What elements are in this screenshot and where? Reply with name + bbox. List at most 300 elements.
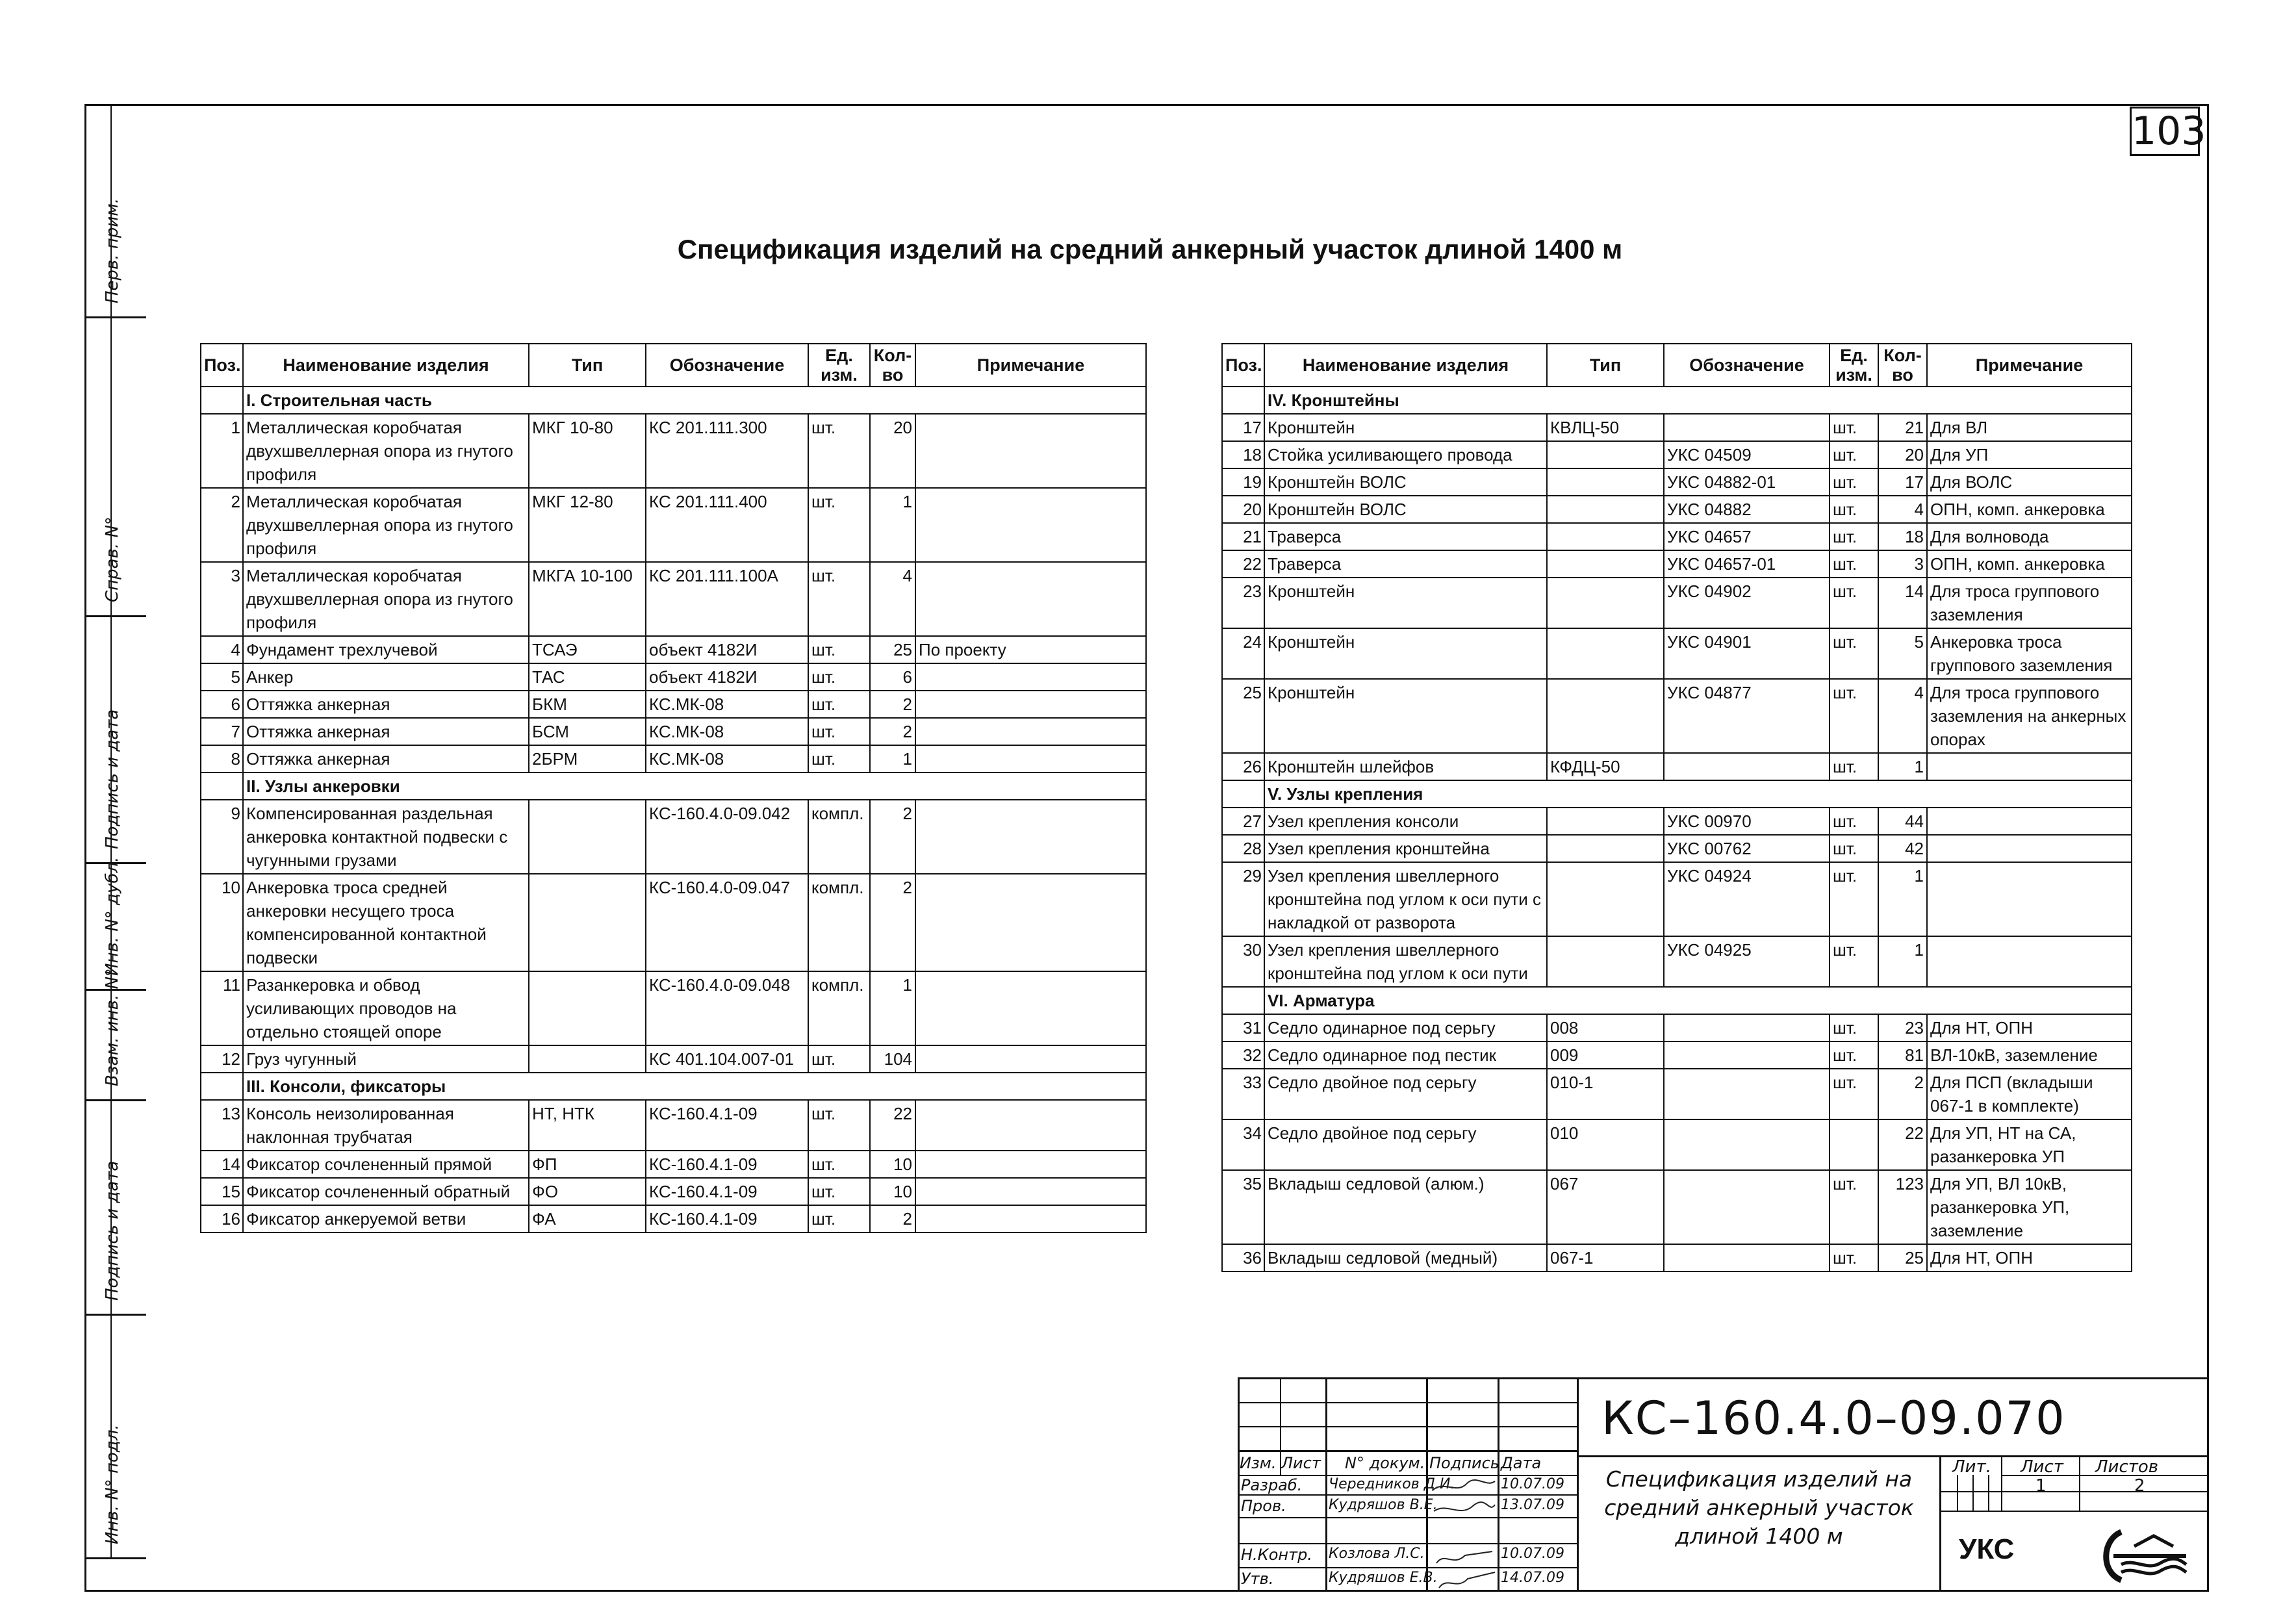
organization-logo-icon	[2095, 1527, 2193, 1585]
cell-qty: 2	[870, 718, 915, 745]
section-title: IV. Кронштейны	[1264, 387, 2132, 414]
table-row	[1222, 414, 2132, 441]
cell-note	[915, 800, 1146, 874]
cell-unit: шт.	[1830, 936, 1878, 987]
cell-note: ВЛ-10кВ, заземление	[1927, 1041, 2132, 1069]
cell-pos: 21	[1222, 523, 1264, 550]
cell-name: Фиксатор анкеруемой ветви	[243, 1205, 529, 1232]
cell-note	[1927, 862, 2132, 936]
cell-name: Фиксатор сочлененный прямой	[243, 1151, 529, 1178]
cell-qty: 44	[1878, 808, 1927, 835]
cell-pos: 11	[201, 971, 243, 1045]
header-name: Наименование изделия	[243, 344, 529, 387]
cell-name: Фундамент трехлучевой	[243, 636, 529, 663]
cell-unit: шт.	[1830, 550, 1878, 578]
cell-pos: 23	[1222, 578, 1264, 628]
section-title: V. Узлы крепления	[1264, 780, 2132, 808]
cell-unit: шт.	[1830, 414, 1878, 441]
section-pos-cell	[1222, 780, 1264, 808]
table-row	[1222, 679, 2132, 753]
cell-qty: 20	[870, 414, 915, 488]
table-header-row	[1222, 344, 2132, 387]
cell-code: УКС 04924	[1664, 862, 1830, 936]
cell-note	[915, 691, 1146, 718]
cell-name: Компенсированная раздельная анкеровка контактной подвески с чугунными грузами	[243, 800, 529, 874]
cell-pos: 14	[201, 1151, 243, 1178]
cell-pos: 4	[201, 636, 243, 663]
cell-code: КС 201.111.400	[646, 488, 808, 562]
cell-qty: 25	[870, 636, 915, 663]
cell-name: Вкладыш седловой (алюм.)	[1264, 1170, 1547, 1244]
table-row	[1222, 441, 2132, 468]
table-row	[201, 663, 1146, 691]
cell-type: МКГ 12-80	[529, 488, 646, 562]
cell-name: Узел крепления консоли	[1264, 808, 1547, 835]
cell-code: КС 401.104.007-01	[646, 1045, 808, 1073]
cell-note: Для НТ, ОПН	[1927, 1014, 2132, 1041]
cell-unit: шт.	[1830, 1170, 1878, 1244]
cell-unit: шт.	[1830, 441, 1878, 468]
cell-name: Оттяжка анкерная	[243, 745, 529, 772]
table-row	[201, 488, 1146, 562]
cell-code: КС.МК-08	[646, 691, 808, 718]
cell-note	[915, 718, 1146, 745]
table-header-row	[201, 344, 1146, 387]
cell-pos: 22	[1222, 550, 1264, 578]
cell-pos: 10	[201, 874, 243, 971]
cell-qty: 17	[1878, 468, 1927, 496]
cell-pos: 29	[1222, 862, 1264, 936]
cell-note	[915, 562, 1146, 636]
cell-note: Для УП, ВЛ 10кВ, разанкеровка УП, заземление	[1927, 1170, 2132, 1244]
cell-qty: 22	[870, 1100, 915, 1151]
cell-type: 010-1	[1547, 1069, 1664, 1119]
cell-qty: 42	[1878, 835, 1927, 862]
cell-type: 010	[1547, 1119, 1664, 1170]
section-title: VI. Арматура	[1264, 987, 2132, 1014]
cell-note: Для ВОЛС	[1927, 468, 2132, 496]
cell-unit: шт.	[1830, 1014, 1878, 1041]
cell-code: УКС 04657-01	[1664, 550, 1830, 578]
cell-code: УКС 04509	[1664, 441, 1830, 468]
cell-qty: 1	[1878, 753, 1927, 780]
cell-pos: 6	[201, 691, 243, 718]
cell-qty: 1	[1878, 862, 1927, 936]
table-row	[201, 562, 1146, 636]
cell-name: Седло одинарное под серьгу	[1264, 1014, 1547, 1041]
cell-qty: 1	[870, 971, 915, 1045]
cell-pos: 9	[201, 800, 243, 874]
cell-name: Кронштейн шлейфов	[1264, 753, 1547, 780]
cell-qty: 3	[1878, 550, 1927, 578]
cell-note	[1927, 753, 2132, 780]
side-stamp-cell	[84, 318, 146, 617]
cell-pos: 17	[1222, 414, 1264, 441]
cell-name: Траверса	[1264, 550, 1547, 578]
section-pos-cell	[201, 387, 243, 414]
cell-name: Оттяжка анкерная	[243, 718, 529, 745]
cell-code: КС-160.4.1-09	[646, 1178, 808, 1205]
cell-name: Анкер	[243, 663, 529, 691]
cell-type	[1547, 679, 1664, 753]
cell-code: УКС 04882-01	[1664, 468, 1830, 496]
cell-code: УКС 00970	[1664, 808, 1830, 835]
title-block	[1238, 1377, 2209, 1592]
cell-code: УКС 04882	[1664, 496, 1830, 523]
cell-code: УКС 04925	[1664, 936, 1830, 987]
cell-pos: 15	[201, 1178, 243, 1205]
cell-name: Вкладыш седловой (медный)	[1264, 1244, 1547, 1271]
tb-header-izm: Изм.	[1240, 1454, 1277, 1472]
side-stamp-strip	[84, 104, 146, 1592]
side-stamp-label: Подпись и дата	[103, 709, 122, 849]
cell-code	[1664, 753, 1830, 780]
table-row	[201, 414, 1146, 488]
cell-unit: компл.	[808, 874, 870, 971]
cell-type	[529, 971, 646, 1045]
cell-code: КС-160.4.1-09	[646, 1100, 808, 1151]
cell-unit: шт.	[1830, 862, 1878, 936]
table-row	[1222, 1170, 2132, 1244]
cell-unit: шт.	[1830, 1041, 1878, 1069]
cell-name: Узел крепления швеллерного кронштейна под углом к оси пути	[1264, 936, 1547, 987]
cell-code: КС-160.4.1-09	[646, 1205, 808, 1232]
cell-note: Для ВЛ	[1927, 414, 2132, 441]
tb-role: Разраб.	[1241, 1476, 1303, 1494]
tb-signer-name: Козлова Л.С.	[1329, 1546, 1425, 1562]
cell-qty: 2	[870, 1205, 915, 1232]
side-stamp-label: Инв. N° подл.	[103, 1424, 122, 1544]
cell-qty: 1	[1878, 936, 1927, 987]
cell-note	[1927, 835, 2132, 862]
cell-type	[1547, 550, 1664, 578]
section-row	[201, 772, 1146, 800]
cell-unit: шт.	[808, 663, 870, 691]
cell-unit: шт.	[1830, 628, 1878, 679]
cell-qty: 25	[1878, 1244, 1927, 1271]
cell-name: Кронштейн	[1264, 578, 1547, 628]
cell-pos: 34	[1222, 1119, 1264, 1170]
tb-signer-date: 10.07.09	[1501, 1546, 1564, 1562]
cell-note: Для троса группового заземления на анкерных опорах	[1927, 679, 2132, 753]
cell-code: КС-160.4.0-09.042	[646, 800, 808, 874]
cell-unit: шт.	[1830, 468, 1878, 496]
cell-note	[915, 1100, 1146, 1151]
tb-signer-name: Чередников Д.И.	[1329, 1476, 1455, 1492]
cell-unit: шт.	[1830, 578, 1878, 628]
cell-unit: шт.	[808, 691, 870, 718]
header-note: Примечание	[1927, 344, 2132, 387]
cell-unit: шт.	[808, 636, 870, 663]
header-type: Тип	[529, 344, 646, 387]
cell-type: ТСАЭ	[529, 636, 646, 663]
cell-unit: шт.	[1830, 1069, 1878, 1119]
cell-name: Разанкеровка и обвод усиливающих проводов на отдельно стоящей опоре	[243, 971, 529, 1045]
cell-type	[529, 1045, 646, 1073]
cell-unit: шт.	[1830, 679, 1878, 753]
cell-unit: шт.	[808, 1100, 870, 1151]
table-row	[201, 636, 1146, 663]
side-stamp-label: Справ. N°	[103, 517, 122, 602]
table-row	[201, 1205, 1146, 1232]
cell-note	[915, 1178, 1146, 1205]
cell-unit: шт.	[1830, 496, 1878, 523]
cell-type: МКГА 10-100	[529, 562, 646, 636]
cell-name: Кронштейн	[1264, 679, 1547, 753]
section-pos-cell	[1222, 387, 1264, 414]
cell-qty: 10	[870, 1178, 915, 1205]
cell-unit: шт.	[808, 718, 870, 745]
header-qty: Кол-во	[870, 344, 915, 387]
cell-unit: компл.	[808, 971, 870, 1045]
section-pos-cell	[201, 772, 243, 800]
cell-unit: шт.	[1830, 1244, 1878, 1271]
cell-note: Для волновода	[1927, 523, 2132, 550]
header-code: Обозначение	[646, 344, 808, 387]
tb-sheets-value: 2	[2134, 1476, 2145, 1496]
cell-pos: 5	[201, 663, 243, 691]
cell-type	[1547, 936, 1664, 987]
cell-note: Для НТ, ОПН	[1927, 1244, 2132, 1271]
cell-note: Анкеровка троса группового заземления	[1927, 628, 2132, 679]
cell-name: Кронштейн ВОЛС	[1264, 496, 1547, 523]
cell-code: объект 4182И	[646, 663, 808, 691]
cell-pos: 16	[201, 1205, 243, 1232]
tb-role: Пров.	[1241, 1497, 1286, 1515]
cell-note	[915, 663, 1146, 691]
cell-pos: 33	[1222, 1069, 1264, 1119]
side-stamp-cell	[84, 1316, 146, 1559]
cell-pos: 25	[1222, 679, 1264, 753]
table-row	[1222, 628, 2132, 679]
cell-unit	[1830, 1119, 1878, 1170]
cell-qty: 81	[1878, 1041, 1927, 1069]
cell-pos: 27	[1222, 808, 1264, 835]
cell-pos: 20	[1222, 496, 1264, 523]
cell-code: объект 4182И	[646, 636, 808, 663]
cell-pos: 18	[1222, 441, 1264, 468]
cell-type: БСМ	[529, 718, 646, 745]
tb-role: Н.Контр.	[1241, 1546, 1312, 1564]
table-row	[201, 874, 1146, 971]
cell-type: ФА	[529, 1205, 646, 1232]
cell-unit: шт.	[808, 1151, 870, 1178]
cell-type	[1547, 468, 1664, 496]
cell-note	[915, 414, 1146, 488]
cell-pos: 12	[201, 1045, 243, 1073]
page-number: 103	[2130, 107, 2200, 156]
cell-name: Груз чугунный	[243, 1045, 529, 1073]
cell-type: 008	[1547, 1014, 1664, 1041]
tb-signer-date: 14.07.09	[1501, 1570, 1564, 1586]
header-pos: Поз.	[1222, 344, 1264, 387]
cell-qty: 2	[870, 691, 915, 718]
cell-type: ТАС	[529, 663, 646, 691]
table-row	[201, 971, 1146, 1045]
cell-qty: 18	[1878, 523, 1927, 550]
table-row	[1222, 936, 2132, 987]
cell-note: По проекту	[915, 636, 1146, 663]
cell-qty: 1	[870, 488, 915, 562]
cell-note: Для УП	[1927, 441, 2132, 468]
header-name: Наименование изделия	[1264, 344, 1547, 387]
cell-qty: 21	[1878, 414, 1927, 441]
cell-code	[1664, 1244, 1830, 1271]
section-pos-cell	[201, 1073, 243, 1100]
header-pos: Поз.	[201, 344, 243, 387]
cell-type	[1547, 628, 1664, 679]
cell-unit: шт.	[808, 1205, 870, 1232]
table-row	[1222, 550, 2132, 578]
cell-note: ОПН, комп. анкеровка	[1927, 550, 2132, 578]
cell-pos: 35	[1222, 1170, 1264, 1244]
cell-pos: 2	[201, 488, 243, 562]
cell-type: МКГ 10-80	[529, 414, 646, 488]
tb-sheets-label: Листов	[2095, 1457, 2159, 1477]
tb-signer-date: 13.07.09	[1501, 1497, 1564, 1513]
cell-note: Для троса группового заземления	[1927, 578, 2132, 628]
cell-name: Узел крепления швеллерного кронштейна под углом к оси пути с накладкой от разворота	[1264, 862, 1547, 936]
cell-type: 067-1	[1547, 1244, 1664, 1271]
cell-code	[1664, 414, 1830, 441]
cell-pos: 1	[201, 414, 243, 488]
tb-lit-label: Лит.	[1952, 1457, 1991, 1477]
table-row	[1222, 808, 2132, 835]
cell-code: КС.МК-08	[646, 718, 808, 745]
cell-type	[1547, 808, 1664, 835]
cell-code: КС-160.4.0-09.048	[646, 971, 808, 1045]
cell-qty: 14	[1878, 578, 1927, 628]
cell-pos: 30	[1222, 936, 1264, 987]
table-row	[1222, 523, 2132, 550]
cell-code: КС-160.4.0-09.047	[646, 874, 808, 971]
section-pos-cell	[1222, 987, 1264, 1014]
cell-unit: шт.	[1830, 835, 1878, 862]
table-row	[1222, 1069, 2132, 1119]
tb-signer-name: Кудряшов В.Е.	[1329, 1497, 1438, 1513]
table-row	[201, 1151, 1146, 1178]
spec-table-left	[200, 343, 1147, 1233]
cell-type	[1547, 441, 1664, 468]
cell-note	[915, 971, 1146, 1045]
cell-qty: 4	[870, 562, 915, 636]
cell-type: КФДЦ-50	[1547, 753, 1664, 780]
cell-name: Седло двойное под серьгу	[1264, 1119, 1547, 1170]
cell-type	[1547, 496, 1664, 523]
side-stamp-label: Перв. прим.	[103, 198, 122, 303]
cell-name: Траверса	[1264, 523, 1547, 550]
cell-pos: 7	[201, 718, 243, 745]
cell-unit: шт.	[808, 488, 870, 562]
cell-qty: 2	[1878, 1069, 1927, 1119]
cell-qty: 104	[870, 1045, 915, 1073]
cell-code: УКС 00762	[1664, 835, 1830, 862]
cell-note	[915, 874, 1146, 971]
side-stamp-label: Подпись и дата	[103, 1160, 122, 1301]
cell-pos: 32	[1222, 1041, 1264, 1069]
document-number: КС–160.4.0–09.070	[1601, 1392, 2066, 1445]
cell-type: БКМ	[529, 691, 646, 718]
cell-type	[1547, 523, 1664, 550]
table-row	[1222, 578, 2132, 628]
side-stamp-label: Инв. N° дубл.	[103, 856, 122, 976]
cell-note	[915, 1205, 1146, 1232]
cell-code: УКС 04877	[1664, 679, 1830, 753]
cell-note	[1927, 808, 2132, 835]
cell-name: Фиксатор сочлененный обратный	[243, 1178, 529, 1205]
cell-note	[915, 1045, 1146, 1073]
cell-qty: 22	[1878, 1119, 1927, 1170]
table-row	[201, 1178, 1146, 1205]
table-row	[201, 1100, 1146, 1151]
cell-pos: 19	[1222, 468, 1264, 496]
cell-type	[529, 874, 646, 971]
cell-unit: шт.	[808, 745, 870, 772]
tb-header-doc: N° докум.	[1345, 1454, 1425, 1472]
side-stamp-label: Взам. инв. N°	[103, 968, 122, 1086]
cell-name: Металлическая коробчатая двухшвеллерная опора из гнутого профиля	[243, 414, 529, 488]
table-row	[201, 800, 1146, 874]
table-row	[1222, 1041, 2132, 1069]
cell-pos: 3	[201, 562, 243, 636]
table-row	[1222, 1119, 2132, 1170]
table-row	[201, 1045, 1146, 1073]
cell-name: Металлическая коробчатая двухшвеллерная опора из гнутого профиля	[243, 488, 529, 562]
cell-type: 2БРМ	[529, 745, 646, 772]
cell-unit: шт.	[808, 562, 870, 636]
organization-name: УКС	[1959, 1533, 2015, 1565]
cell-note	[915, 745, 1146, 772]
cell-type: ФО	[529, 1178, 646, 1205]
cell-code: КС-160.4.1-09	[646, 1151, 808, 1178]
cell-pos: 8	[201, 745, 243, 772]
cell-unit: компл.	[808, 800, 870, 874]
cell-qty: 6	[870, 663, 915, 691]
cell-code: КС.МК-08	[646, 745, 808, 772]
header-code: Обозначение	[1664, 344, 1830, 387]
side-stamp-cell	[84, 617, 146, 864]
cell-note	[915, 488, 1146, 562]
cell-pos: 13	[201, 1100, 243, 1151]
section-row	[201, 1073, 1146, 1100]
signature-strokes	[1427, 1475, 1499, 1592]
side-stamp-cell	[84, 968, 146, 1101]
cell-qty: 2	[870, 874, 915, 971]
cell-pos: 28	[1222, 835, 1264, 862]
cell-name: Седло одинарное под пестик	[1264, 1041, 1547, 1069]
cell-code	[1664, 1014, 1830, 1041]
cell-pos: 26	[1222, 753, 1264, 780]
cell-qty: 4	[1878, 496, 1927, 523]
cell-code: КС 201.111.300	[646, 414, 808, 488]
tb-signer-name: Кудряшов Е.В.	[1329, 1570, 1438, 1586]
cell-note	[1927, 936, 2132, 987]
cell-type: 009	[1547, 1041, 1664, 1069]
cell-qty: 2	[870, 800, 915, 874]
header-qty: Кол-во	[1878, 344, 1927, 387]
cell-name: Седло двойное под серьгу	[1264, 1069, 1547, 1119]
cell-type: НТ, НТК	[529, 1100, 646, 1151]
cell-name: Оттяжка анкерная	[243, 691, 529, 718]
cell-type	[1547, 835, 1664, 862]
cell-type	[529, 800, 646, 874]
header-unit: Ед. изм.	[808, 344, 870, 387]
cell-unit: шт.	[808, 1045, 870, 1073]
cell-name: Кронштейн	[1264, 414, 1547, 441]
header-type: Тип	[1547, 344, 1664, 387]
table-row	[1222, 862, 2132, 936]
spec-table-right	[1221, 343, 2132, 1272]
